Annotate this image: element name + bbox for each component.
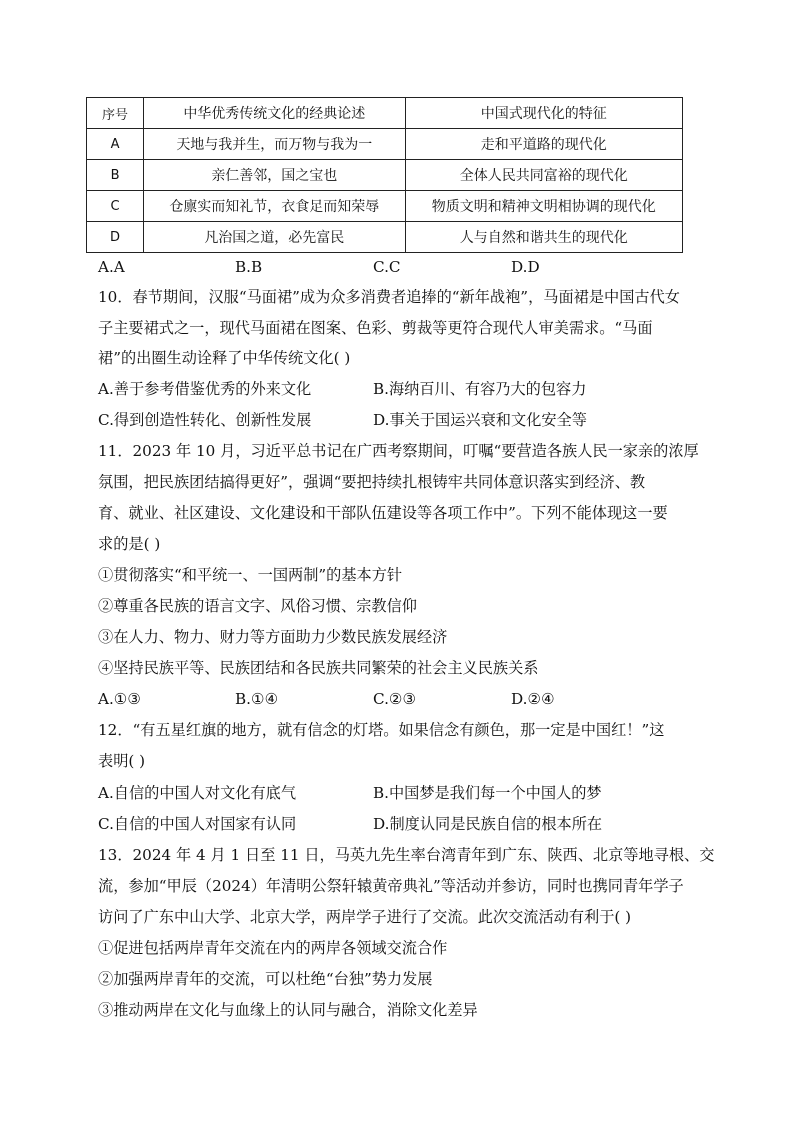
option-d[interactable]: D.D bbox=[511, 258, 540, 276]
table-header-row bbox=[87, 98, 683, 129]
option-d[interactable]: D.②④ bbox=[511, 690, 555, 708]
q11-stem-line: 11．2023 年 10 月，习近平总书记在广西考察期间，叮嘱“要营造各族人民一家亲的浓厚 bbox=[98, 442, 699, 460]
table-header-cell: 中华优秀传统文化的经典论述 bbox=[144, 98, 405, 129]
option-a[interactable]: A.①③ bbox=[98, 690, 142, 708]
table-cell: 走和平道路的现代化 bbox=[405, 129, 682, 160]
option-a[interactable]: A.自信的中国人对文化有底气 bbox=[98, 784, 297, 802]
table-cell-label: B bbox=[87, 160, 144, 191]
table-cell: 凡治国之道，必先富民 bbox=[144, 222, 405, 253]
q11-stem-line: 氛围，把民族团结搞得更好”，强调“要把持续扎根铸牢共同体意识落实到经济、教 bbox=[98, 473, 646, 491]
q13-statement: ③推动两岸在文化与血缘上的认同与融合，消除文化差异 bbox=[98, 1001, 478, 1019]
q11-stem-line: 育、就业、社区建设、文化建设和干部队伍建设等各项工作中”。下列不能体现这一要 bbox=[98, 504, 668, 522]
table-cell: 亲仁善邻，国之宝也 bbox=[144, 160, 405, 191]
q10-stem-line: 子主要裙式之一，现代马面裙在图案、色彩、剪裁等更符合现代人审美需求。“马面 bbox=[98, 319, 653, 337]
option-a[interactable]: A.善于参考借鉴优秀的外来文化 bbox=[98, 380, 312, 398]
table-row bbox=[87, 129, 683, 160]
table-header-cell: 序号 bbox=[87, 98, 144, 129]
q12-stem-line: 12．“有五星红旗的地方，就有信念的灯塔。如果信念有颜色，那一定是中国红！”这 bbox=[98, 721, 665, 739]
q13-statement: ①促进包括两岸青年交流在内的两岸各领域交流合作 bbox=[98, 939, 448, 957]
q11-stem-line: 求的是( ) bbox=[98, 535, 161, 553]
table-cell-label: D bbox=[87, 222, 144, 253]
table-cell: 物质文明和精神文明相协调的现代化 bbox=[405, 191, 682, 222]
option-b[interactable]: B.B bbox=[235, 258, 263, 276]
table-row bbox=[87, 191, 683, 222]
q13-stem-line: 流，参加“甲辰（2024）年清明公祭轩辕黄帝典礼”等活动并参访，同时也携同青年学子 bbox=[98, 877, 684, 895]
q13-statement: ②加强两岸青年的交流，可以杜绝“台独”势力发展 bbox=[98, 970, 433, 988]
q11-statement: ①贯彻落实“和平统一、一国两制”的基本方针 bbox=[98, 566, 403, 584]
table-header-cell: 中国式现代化的特征 bbox=[405, 98, 682, 129]
option-c[interactable]: C.自信的中国人对国家有认同 bbox=[98, 815, 297, 833]
table-cell: 天地与我并生，而万物与我为一 bbox=[144, 129, 405, 160]
q10-stem-line: 10．春节期间，汉服“马面裙”成为众多消费者追捧的“新年战袍”，马面裙是中国古代女 bbox=[98, 288, 680, 306]
q13-stem-line: 访问了广东中山大学、北京大学，两岸学子进行了交流。此次交流活动有利于( ) bbox=[98, 908, 632, 926]
option-c[interactable]: C.得到创造性转化、创新性发展 bbox=[98, 411, 312, 429]
q12-stem-line: 表明( ) bbox=[98, 752, 146, 770]
option-c[interactable]: C.C bbox=[373, 258, 401, 276]
q11-statement: ③在人力、物力、财力等方面助力少数民族发展经济 bbox=[98, 628, 448, 646]
option-d[interactable]: D.制度认同是民族自信的根本所在 bbox=[373, 815, 603, 833]
option-c[interactable]: C.②③ bbox=[373, 690, 417, 708]
option-b[interactable]: B.中国梦是我们每一个中国人的梦 bbox=[373, 784, 602, 802]
q9-table bbox=[86, 97, 683, 253]
option-d[interactable]: D.事关于国运兴衰和文化安全等 bbox=[373, 411, 587, 429]
table-cell-label: A bbox=[87, 129, 144, 160]
q11-statement: ④坚持民族平等、民族团结和各民族共同繁荣的社会主义民族关系 bbox=[98, 659, 539, 677]
q11-statement: ②尊重各民族的语言文字、风俗习惯、宗教信仰 bbox=[98, 597, 417, 615]
table-cell: 人与自然和谐共生的现代化 bbox=[405, 222, 682, 253]
q10-stem-line: 裙”的出圈生动诠释了中华传统文化( ) bbox=[98, 349, 351, 367]
option-b[interactable]: B.海纳百川、有容乃大的包容力 bbox=[373, 380, 587, 398]
table-cell: 仓廪实而知礼节，衣食足而知荣辱 bbox=[144, 191, 405, 222]
table-cell-label: C bbox=[87, 191, 144, 222]
table-row bbox=[87, 160, 683, 191]
table-cell: 全体人民共同富裕的现代化 bbox=[405, 160, 682, 191]
option-a[interactable]: A.A bbox=[98, 258, 125, 276]
table-row bbox=[87, 222, 683, 253]
q13-stem-line: 13．2024 年 4 月 1 日至 11 日，马英九先生率台湾青年到广东、陕西、北京等地寻根、交 bbox=[98, 846, 715, 864]
option-b[interactable]: B.①④ bbox=[235, 690, 279, 708]
